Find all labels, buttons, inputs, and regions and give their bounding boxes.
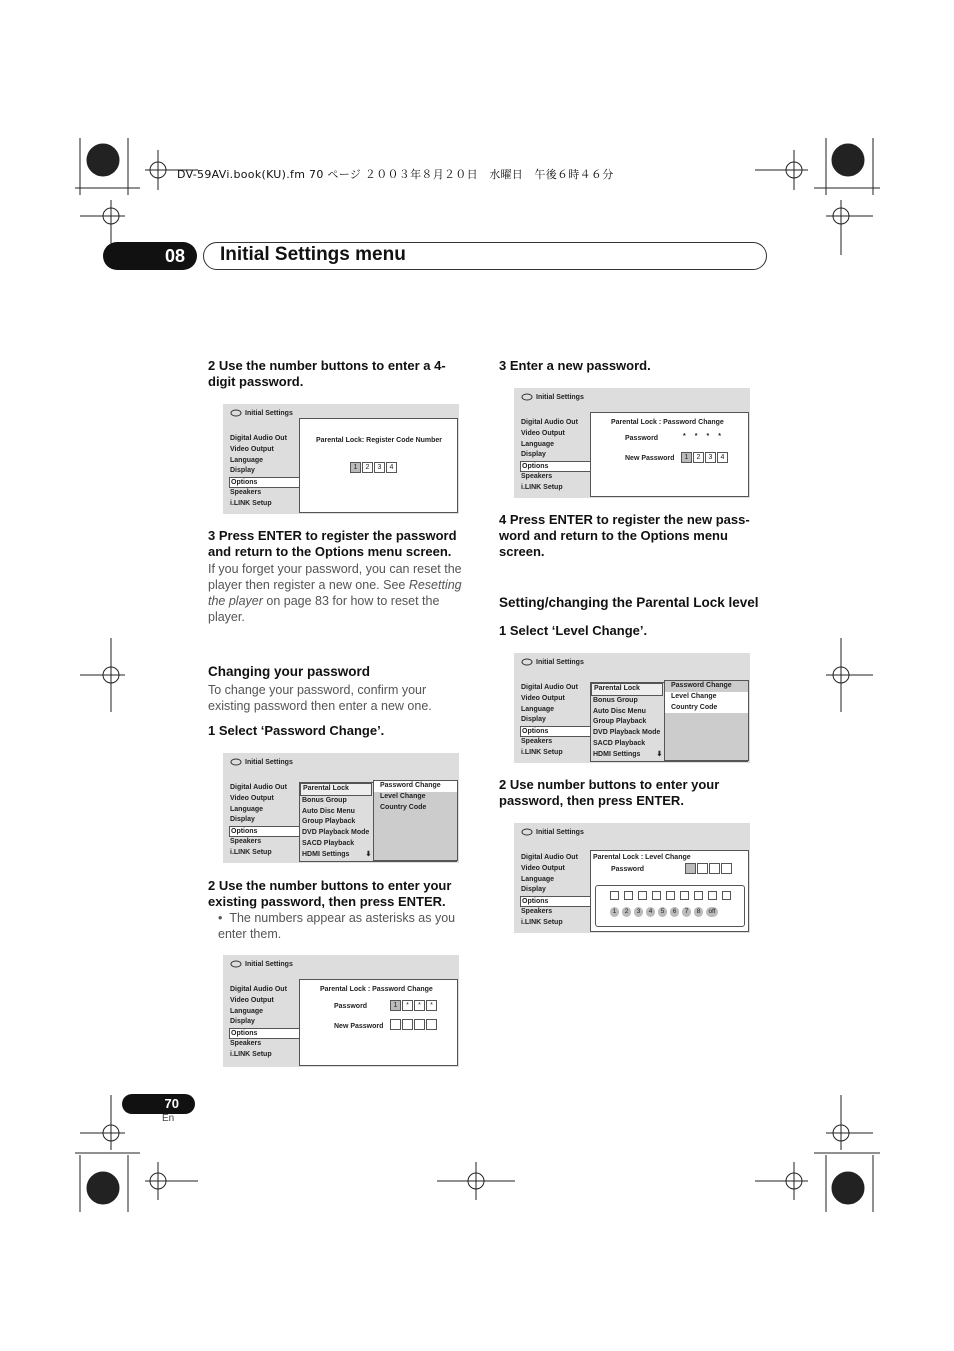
osd-panel: Parental Lock : Password Change Password 1 * * * New Password [299,979,458,1066]
register-title: Parental Lock: Register Code Number [316,437,443,444]
disc-icon [521,828,533,836]
disc-icon [230,960,242,968]
level-keypad: 1 2 3 4 5 6 7 8 off [595,885,745,927]
osd-menu: Digital Audio Out Video Output Language Display Options Speakers i.LINK Setup [520,418,590,494]
menu-item: Video Output [230,445,274,453]
arrow-down-icon: ⬇ [656,750,663,758]
osd-menu: Digital Audio Out Video Output Language Display Options Speakers i.LINK Setup [520,853,590,929]
digit-boxes [350,462,398,473]
disc-icon [521,658,533,666]
empty-boxes [685,863,733,874]
page-number: 70 [122,1094,195,1114]
osd-title: Initial Settings [245,409,293,417]
disc-icon [230,758,242,766]
osd-options-menu: Initial Settings Digital Audio Out Video Output Language Display Options Speakers i.LINK Setup Parental Lock Bonus Group Auto Disc Menu Group Playback DVD Playback Mode SACD Playback HDMI Settings ⬇ Password Change Level Change Country Code [223,753,459,863]
chapter-number: 08 [103,242,197,270]
parental-submenu: Password Change Level Change Country Code [664,680,749,761]
menu-item-selected: Options [229,477,299,488]
osd-menu: Digital Audio Out Video Output Language Display Options Speakers i.LINK Setup [229,783,299,859]
left-step3-body: If you forget your password, you can reset the player then register a new one. See Resetting the player on page 83 for how to reset the player. [208,562,462,624]
level-step2: 2 Use number buttons to enter your password, then press ENTER. [499,777,720,808]
osd-menu [229,434,299,510]
osd-level-password: Initial Settings Digital Audio Out Video Output Language Display Options Speakers i.LINK Setup Parental Lock : Level Change Password 1 2 3 4 5 6 7 8 off [514,823,750,933]
file-header: DV-59AVi.book(KU).fm 70 ページ ２００３年８月２０日 水曜日 午後６時４６分 [177,168,614,181]
page-lang: En [162,1113,175,1124]
options-submenu: Parental Lock Bonus Group Auto Disc Menu Group Playback DVD Playback Mode SACD Playback HDMI Settings ⬇ [590,682,748,762]
osd-panel [299,418,458,513]
options-submenu: Parental Lock Bonus Group Auto Disc Menu Group Playback DVD Playback Mode SACD Playback HDMI Settings ⬇ [299,782,457,862]
osd-register-code [223,404,459,514]
menu-item: i.LINK Setup [230,499,272,507]
osd-panel: Parental Lock : Level Change Password 1 2 3 4 5 6 7 8 off [590,850,749,932]
chapter-title: Initial Settings menu [220,244,406,265]
osd-menu: Digital Audio Out Video Output Language Display Options Speakers i.LINK Setup [520,683,590,759]
left-step2: 2 Use the number buttons to enter a 4-digit password. [208,358,446,389]
osd-new-password: Initial Settings Digital Audio Out Video Output Language Display Options Speakers i.LINK Setup Parental Lock : Password Change Password **** New Password 1 2 3 4 [514,388,750,498]
digit: 1 [350,462,361,473]
osd-menu: Digital Audio Out Video Output Language Display Options Speakers i.LINK Setup [229,985,299,1061]
menu-item: Digital Audio Out [230,435,287,442]
hdmi-row: HDMI Settings ⬇ [302,850,372,858]
empty-boxes [390,1019,438,1030]
change-heading: Changing your password [208,664,371,679]
osd-level-menu: Initial Settings Digital Audio Out Video Output Language Display Options Speakers i.LINK Setup Parental Lock Bonus Group Auto Disc Menu Group Playback DVD Playback Mode SACD Playback HDMI Settings ⬇ Password Change Level Change Country Code [514,653,750,763]
level-lock-row [610,891,736,902]
asterisk-row: **** [683,433,730,440]
change-step1: 1 Select ‘Password Change’. [208,723,385,738]
disc-icon [521,393,533,401]
disc-icon [230,409,242,417]
change-body: To change your password, confirm your existing password then enter a new one. [208,683,432,713]
osd-panel: Parental Lock : Password Change Password **** New Password 1 2 3 4 [590,412,749,497]
parental-submenu: Password Change Level Change Country Code [373,780,458,861]
left-step3: 3 Press ENTER to register the password and return to the Options menu screen. [208,528,457,559]
digit: 4 [386,462,397,473]
menu-item: Language [230,456,264,464]
right-step4: 4 Press ENTER to register the new pass-word and return to the Options menu screen. [499,512,750,559]
right-step3: 3 Enter a new password. [499,358,651,373]
level-heading: Setting/changing the Parental Lock level [499,595,759,610]
menu-item: Speakers [230,488,262,496]
menu-item: Display [230,467,255,475]
change-bullet: • The numbers appear as asterisks as you enter them. [218,911,456,941]
arrow-down-icon: ⬇ [365,850,372,858]
digit: 3 [374,462,385,473]
digit: 2 [362,462,373,473]
level-step1: 1 Select ‘Level Change’. [499,623,648,638]
osd-existing-password: Initial Settings Digital Audio Out Video Output Language Display Options Speakers i.LINK Setup Parental Lock : Password Change Password 1 * * * New Password [223,955,459,1067]
change-step2: 2 Use the number buttons to enter your existing password, then press ENTER. [208,878,452,909]
